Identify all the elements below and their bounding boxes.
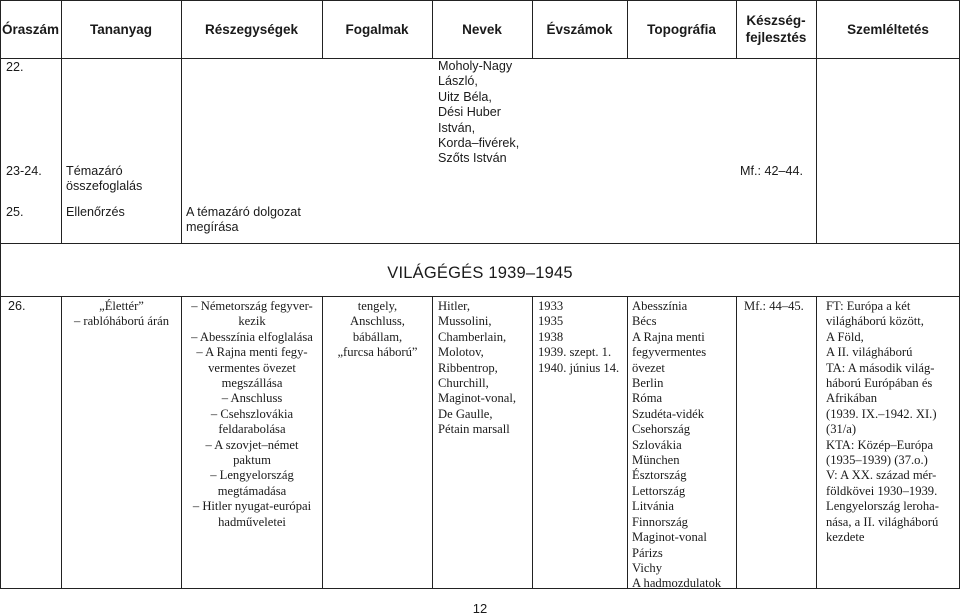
visual-line: TA: A második világ-: [826, 360, 935, 375]
place-line: Finnország: [632, 514, 688, 529]
unit-line: – Abesszínia elfoglalása: [191, 329, 313, 344]
unit-line: – Anschluss: [221, 391, 283, 406]
header-reszegysegek: Részegységek: [204, 21, 299, 37]
place-line: Vichy: [632, 560, 663, 575]
visual-line: V: A XX. század mér-: [826, 468, 937, 483]
visual-line: (1939. IX.–1942. XI.): [826, 406, 937, 421]
name-line: Ribbentrop,: [438, 360, 498, 375]
name-line: László,: [438, 74, 478, 89]
row26-concepts: [323, 299, 432, 361]
row25-bottom-border: [0, 243, 960, 244]
place-line: Párizs: [632, 545, 663, 560]
visual-line: KTA: Közép–Európa: [826, 437, 934, 452]
topic-line: „Élettér”: [99, 299, 144, 313]
unit-line: megírása: [186, 220, 239, 235]
place-line: Szudéta-vidék: [632, 406, 705, 421]
unit-line: – Hitler nyugat-európai: [192, 499, 312, 514]
place-line: Bécs: [632, 314, 657, 329]
name-line: De Gaulle,: [438, 406, 493, 421]
page-number: 12: [472, 601, 488, 616]
visual-line: nása, a II. világháború: [826, 514, 939, 529]
name-line: Mussolini,: [438, 314, 492, 329]
row22-number: 22.: [6, 60, 24, 74]
visual-line: FT: Európa a két: [826, 299, 911, 313]
visual-line: (31/a): [826, 422, 857, 437]
year-line: 1938: [538, 329, 564, 344]
concept-line: Anschluss,: [350, 314, 405, 329]
col-divider: [61, 296, 62, 588]
col-divider: [532, 296, 533, 588]
visual-line: kezdete: [826, 530, 865, 545]
header-keszseg-line1: Készség-: [746, 13, 806, 28]
row22-names: [438, 59, 519, 167]
place-line: Szlovákia: [632, 437, 682, 452]
unit-line: – Németország fegyver-: [191, 299, 313, 313]
row23-skill: Mf.: 42–44.: [740, 164, 804, 178]
name-line: Molotov,: [438, 345, 484, 360]
name-line: Korda–fivérek,: [438, 136, 520, 151]
place-line: fegyvermentes: [632, 345, 707, 360]
name-line: Moholy-Nagy: [438, 59, 513, 73]
name-line: István,: [438, 120, 476, 135]
place-line: Litvánia: [632, 499, 674, 514]
header-evszamok: Évszámok: [546, 21, 613, 37]
unit-line: – A Rajna menti fegy-: [196, 345, 308, 360]
section-title: VILÁGÉGÉS 1939–1945: [387, 264, 573, 282]
visual-line: világháború között,: [826, 314, 924, 329]
row25-units: [186, 205, 301, 236]
place-line: München: [632, 453, 680, 468]
row26-skill: Mf.: 44–45.: [744, 299, 804, 313]
place-line: övezet: [632, 360, 665, 375]
unit-line: A témazáró dolgozat: [186, 205, 301, 219]
row26-units: [182, 299, 322, 530]
name-line: Maginot-vonal,: [438, 391, 516, 406]
place-line: Lettország: [632, 483, 686, 498]
row23-topic: [66, 164, 142, 195]
header-szemleltetes: Szemléltetés: [847, 21, 929, 37]
year-line: 1940. június 14.: [538, 360, 620, 375]
visual-line: háború Európában és: [826, 376, 933, 391]
unit-line: – Lengyelország: [210, 468, 294, 483]
unit-line: megtámadása: [217, 483, 287, 498]
place-line: A hadmozdulatok: [632, 576, 722, 591]
place-line: Abesszínia: [632, 299, 688, 313]
visual-line: A II. világháború: [826, 345, 913, 360]
visual-line: A Föld,: [826, 329, 864, 344]
unit-line: feldarabolása: [218, 422, 286, 437]
place-line: Berlin: [632, 376, 664, 391]
place-line: Észtország: [632, 468, 687, 483]
row26-number: 26.: [8, 299, 26, 313]
row26-topography: [632, 299, 721, 592]
unit-line: kezik: [238, 314, 266, 329]
row26-visual: [826, 299, 939, 546]
header-fogalmak: Fogalmak: [345, 21, 409, 37]
header-keszseg-line2: fejlesztés: [745, 30, 807, 45]
name-line: Chamberlain,: [438, 329, 507, 344]
col-divider: [816, 296, 817, 588]
concept-line: tengely,: [357, 299, 398, 313]
row26-years: [538, 299, 619, 376]
topic-line: Témazáró: [66, 164, 123, 178]
topic-line: – rablóháború árán: [73, 314, 170, 329]
topic-line: összefoglalás: [66, 179, 143, 194]
unit-line: hadműveletei: [218, 514, 286, 529]
visual-line: (1935–1939) (37.o.): [826, 453, 928, 468]
header-nevek: Nevek: [462, 21, 502, 37]
name-line: Pétain marsall: [438, 422, 510, 437]
name-line: Dési Huber: [438, 105, 501, 120]
row26-names: [438, 299, 516, 438]
year-line: 1935: [538, 314, 564, 329]
visual-line: Afrikában: [826, 391, 878, 406]
place-line: Csehország: [632, 422, 691, 437]
name-line: Szőts István: [438, 151, 507, 166]
unit-line: megszállása: [221, 376, 283, 391]
place-line: A Rajna menti: [632, 329, 705, 344]
header-tananyag: Tananyag: [89, 21, 152, 37]
year-line: 1939. szept. 1.: [538, 345, 612, 360]
header-keszsegfejlesztes: [736, 0, 816, 58]
place-line: Róma: [632, 391, 663, 406]
concept-line: bábállam,: [352, 329, 403, 344]
row25-topic: Ellenőrzés: [66, 205, 125, 219]
col-divider: [432, 296, 433, 588]
visual-line: Lengyelország leroha-: [826, 499, 939, 514]
row26-topic: [62, 299, 181, 330]
col-divider: [0, 243, 1, 589]
header-topografia: Topográfia: [647, 21, 716, 37]
name-line: Hitler,: [438, 299, 471, 313]
unit-line: vermentes övezet: [208, 360, 296, 375]
row23-number: 23-24.: [6, 164, 42, 178]
name-line: Uitz Béla,: [438, 89, 492, 104]
unit-line: – A szovjet–német: [205, 437, 299, 452]
visual-line: földkövei 1930–1939.: [826, 483, 938, 498]
row25-number: 25.: [6, 205, 24, 219]
unit-line: – Csehszlovákia: [210, 406, 294, 421]
col-divider: [736, 296, 737, 588]
header-oraszam: Óraszám: [1, 21, 60, 37]
name-line: Churchill,: [438, 376, 489, 391]
table-bottom-border: [0, 588, 960, 589]
year-line: 1933: [538, 299, 564, 313]
place-line: Maginot-vonal: [632, 530, 707, 545]
col-divider: [627, 296, 628, 588]
concept-line: „furcsa háború”: [337, 345, 418, 360]
unit-line: paktum: [233, 453, 271, 468]
